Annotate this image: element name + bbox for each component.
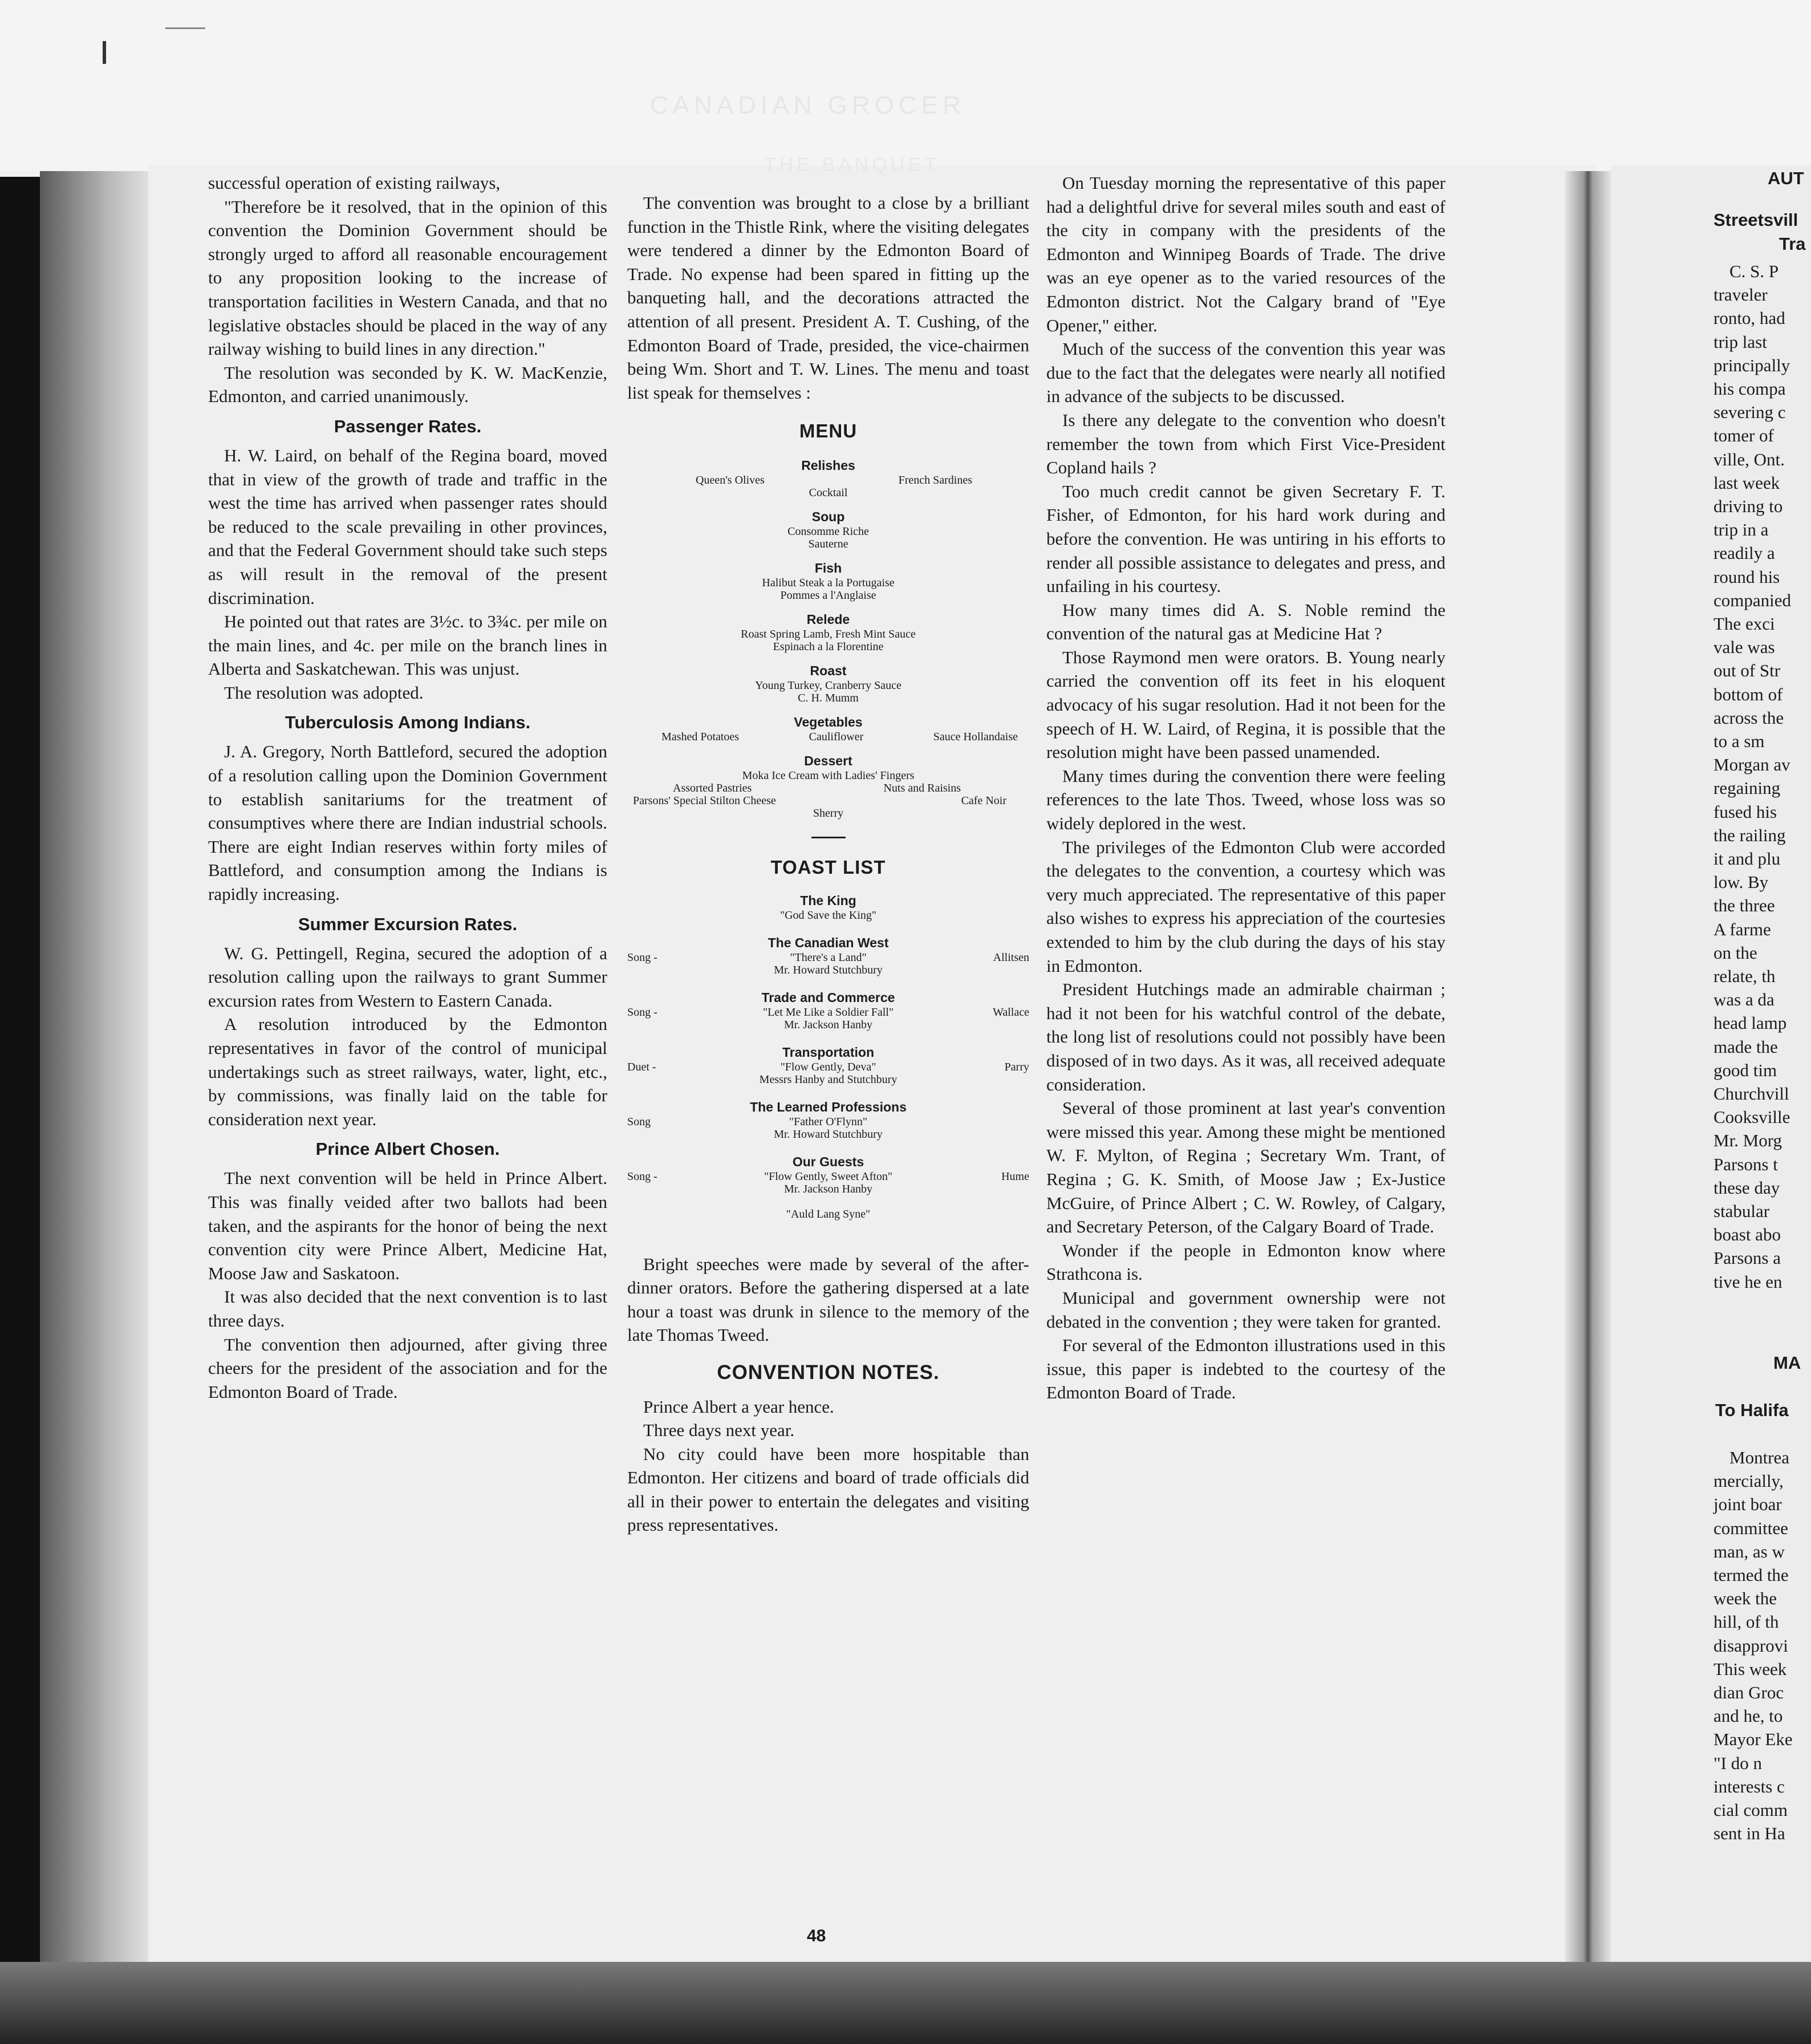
next-page-heading: To Halifa [1715, 1400, 1789, 1420]
next-page-line: bottom of [1713, 684, 1783, 704]
menu-item: Cafe Noir [961, 794, 1006, 807]
column-right [1046, 171, 1445, 1405]
paragraph: Wonder if the people in Edmonton know where Strathcona is. [1046, 1240, 1445, 1284]
menu-item: Halibut Steak a la Portugaise [762, 576, 895, 589]
composer: Wallace [993, 1005, 1029, 1019]
next-page-line: tive he en [1713, 1271, 1782, 1292]
paragraph: He pointed out that rates are 3½c. to 3¾c. per mile on the main lines, and 4c. per mile on the branch lines in Alberta and Saskatchewan. This was unjust. [208, 611, 607, 679]
menu-section: Vegetables [794, 714, 863, 729]
next-page-line: boast abo [1713, 1224, 1781, 1245]
next-page-line: This week [1713, 1658, 1787, 1679]
toast-heading: The King [800, 893, 856, 908]
paragraph: Many times during the convention there were feeling references to the late Thos. Tweed, whose loss was so widely deplored in the west. [1046, 765, 1445, 834]
menu-section: Relishes [801, 457, 855, 473]
paragraph: Too much credit cannot be given Secretary F. T. Fisher, of Edmonton, for his hard work during and before the convention. He was untiring in his efforts to render all possible assistance to delegates and press, and unfailing in his courtesy. [1046, 481, 1445, 597]
next-page-line: trip in a [1713, 520, 1769, 540]
menu-item: Roast Spring Lamb, Fresh Mint Sauce [741, 627, 916, 640]
next-page-line: week the [1713, 1588, 1777, 1609]
menu-item: Cocktail [809, 486, 848, 499]
paragraph: The privileges of the Edmonton Club were accorded the delegates to the convention, a courtesy which was very much appreciated. The representative of this paper also wishes to express his appreciation of the courtesies extended to him by the club during the days of his stay in Edmonton. [1046, 837, 1445, 976]
performer: Mr. Jackson Hanby [784, 1182, 872, 1195]
next-page-line: "I do n [1713, 1753, 1762, 1773]
next-page-line: stabular [1713, 1201, 1770, 1221]
next-page-line: A farme [1713, 919, 1771, 939]
paragraph: On Tuesday morning the representative of this paper had a delightful drive for several miles south and east of the city in company with the presidents of the Edmonton and Winnipeg Boards of Trade. The drive was an eye opener as to the varied resources of the Edmonton district. Not the Calgary brand of "Eye Opener," either. [1046, 173, 1445, 335]
performance-type: Song - [627, 951, 657, 964]
toast-heading: Transportation [782, 1044, 874, 1060]
section-heading: Prince Albert Chosen. [315, 1139, 500, 1159]
paragraph: It was also decided that the next convention is to last three days. [208, 1287, 607, 1331]
paragraph: successful operation of existing railways, [208, 173, 501, 193]
paragraph: Several of those prominent at last year's convention were missed this year. Among these might be mentioned W. F. Mylton, of Regina ; Secretary Wm. Trant, of Regina ; G. K. Smith, of Moose Jaw ; Ex-Justice McGuire, of Prince Albert ; C. W. Rowley, of Calgary, and Secretary Peterson, of the Calgary Board of Trade. [1046, 1098, 1445, 1237]
page-number: 48 [807, 1927, 826, 1945]
paragraph: The convention was brought to a close by a brilliant function in the Thistle Rink, where the visiting delegates were tendered a dinner by the Edmonton Board of Trade. No expense had been spared in fitting up the banqueting hall, and the decorations attracted the attention of all present. President A. T. Cushing, of the Edmonton Board of Trade, presided, the vice-chairmen being Wm. Short and T. W. Lines. The menu and toast list speak for themselves : [627, 193, 1029, 403]
scan-background [0, 0, 1811, 171]
menu-section: Soup [811, 509, 845, 524]
next-page-heading: Tra [1779, 234, 1806, 254]
next-page-line: and he, to [1713, 1706, 1783, 1726]
section-heading: Passenger Rates. [334, 416, 482, 436]
next-page-line: man, as w [1713, 1541, 1785, 1562]
scan-bottom-shadow [0, 1962, 1811, 2044]
next-page-line: committee [1713, 1518, 1788, 1538]
scan-mark [165, 27, 205, 29]
composer: Allitsen [993, 951, 1029, 964]
section-heading: CONVENTION NOTES. [717, 1361, 940, 1384]
next-page-line: trip last [1713, 331, 1767, 352]
next-page-line: hill, of th [1713, 1612, 1779, 1632]
menu-section: Roast [810, 663, 847, 678]
next-page-line: Parsons a [1713, 1248, 1781, 1268]
paragraph: How many times did A. S. Noble remind the convention of the natural gas at Medicine Hat ? [1046, 599, 1445, 644]
composer: Hume [1001, 1170, 1029, 1183]
next-page-line: made the [1713, 1036, 1778, 1057]
next-page-line: across the [1713, 707, 1784, 728]
menu-title: MENU [799, 420, 858, 442]
next-page-line: Montrea [1729, 1447, 1790, 1467]
column-left [208, 171, 607, 1404]
menu-item: Cauliflower [809, 730, 864, 743]
paragraph: The resolution was seconded by K. W. MacKenzie, Edmonton, and carried unanimously. [208, 362, 607, 407]
next-page-line: good tim [1713, 1060, 1777, 1080]
menu-item: Sherry [813, 806, 844, 820]
paragraph: Prince Albert a year hence. [643, 1396, 834, 1417]
next-page-line: relate, th [1713, 966, 1776, 986]
next-page-line: regaining [1713, 778, 1781, 798]
performer: Mr. Howard Stutchbury [774, 1128, 883, 1141]
next-page-line: Cooksville [1713, 1107, 1790, 1128]
menu-item: Parsons' Special Stilton Cheese [633, 794, 776, 807]
paragraph: The convention then adjourned, after giving three cheers for the president of the association and for the Edmonton Board of Trade. [208, 1334, 607, 1402]
paragraph: No city could have been more hospitable than Edmonton. Her citizens and board of trade officials did all in their power to entertain the delegates and visiting press representatives. [627, 1443, 1029, 1535]
paragraph: W. G. Pettingell, Regina, secured the adoption of a resolution calling upon the railways to grant Summer excursion rates from Western to Eastern Canada. [208, 943, 607, 1011]
paragraph: Bright speeches were made by several of the after-dinner orators. Before the gathering dispersed at a late hour a toast was drunk in silence to the memory of the late Thomas Tweed. [627, 1254, 1029, 1345]
performance-type: Song - [627, 1170, 657, 1183]
next-page-line: vale was [1713, 637, 1775, 658]
composer: Parry [1004, 1060, 1029, 1073]
next-page-line: the three [1713, 895, 1775, 916]
paragraph: Much of the success of the convention this year was due to the fact that the delegates were nearly all notified in advance of the subjects to be discussed. [1046, 339, 1445, 407]
divider [811, 837, 846, 838]
column-middle [627, 191, 1029, 1537]
menu-item: Assorted Pastries [673, 781, 752, 794]
next-page-line: disapprovi [1713, 1635, 1788, 1656]
page-gutter [1565, 171, 1611, 1973]
menu-item: Young Turkey, Cranberry Sauce [755, 679, 902, 692]
paragraph: Three days next year. [643, 1420, 795, 1441]
paragraph: "Therefore be it resolved, that in the opinion of this convention the Dominion Government should be strongly urged to afford all reasonable encouragement to any proposition looking to the increase of transportation facilities in Western Canada, and that no legislative obstacles should be placed in the way of any railway wishing to build lines in any direction." [208, 196, 607, 359]
toast-song: "Father O'Flynn" [789, 1115, 868, 1128]
next-page-line: fused his [1713, 801, 1777, 822]
next-page-line: dian Groc [1713, 1682, 1784, 1702]
menu-item: Queen's Olives [696, 473, 765, 486]
toast-song: "Auld Lang Syne" [786, 1207, 871, 1220]
binding-shadow [0, 177, 40, 1973]
next-page-line: The exci [1713, 614, 1775, 634]
toast-song: "There's a Land" [790, 951, 867, 964]
performer: Mr. Jackson Hanby [784, 1018, 872, 1031]
next-page-line: ronto, had [1713, 308, 1785, 328]
menu-item: Moka Ice Cream with Ladies' Fingers [742, 769, 915, 782]
section-heading: Tuberculosis Among Indians. [285, 712, 531, 733]
next-page-line: termed the [1713, 1565, 1789, 1585]
composer [949, 1116, 1029, 1128]
next-page-line: joint boar [1713, 1494, 1782, 1515]
next-page-line: low. By [1713, 872, 1769, 893]
menu-item: French Sardines [898, 473, 972, 486]
next-page-line: to a sm [1713, 731, 1765, 751]
menu-item: Nuts and Raisins [883, 781, 961, 794]
menu-item: Consomme Riche [787, 525, 869, 538]
toast-song: "Flow Gently, Sweet Afton" [764, 1170, 893, 1183]
next-page-line: C. S. P [1729, 261, 1779, 281]
toast-song: "Let Me Like a Soldier Fall" [762, 1005, 894, 1019]
performer: Mr. Howard Stutchbury [774, 963, 883, 976]
next-page-line: ville, Ont. [1713, 449, 1785, 469]
next-page-heading: MA [1773, 1353, 1801, 1373]
toast-song: "Flow Gently, Deva" [780, 1060, 876, 1073]
toast-heading: Trade and Commerce [761, 989, 895, 1005]
next-page-line: Mr. Morg [1713, 1130, 1782, 1151]
toast-song: "God Save the King" [779, 909, 877, 922]
scan-mark [103, 41, 106, 64]
next-page-line: last week [1713, 472, 1780, 493]
banquet-menu [627, 419, 1029, 879]
next-page-line: it and plu [1713, 849, 1781, 869]
next-page-line: was a da [1713, 989, 1775, 1010]
next-page-line: round his [1713, 566, 1780, 587]
next-page-heading: AUT [1768, 168, 1804, 188]
next-page-line: his compa [1713, 379, 1786, 399]
next-page-line: principally [1713, 355, 1790, 375]
section-heading: Summer Excursion Rates. [298, 914, 518, 934]
next-page-line: readily a [1713, 543, 1775, 563]
menu-item: C. H. Mumm [798, 691, 859, 704]
performance-type: Song [627, 1115, 651, 1128]
paragraph: The next convention will be held in Prince Albert. This was finally veided after two ballots had been taken, and the aspirants for the honor of being the next convention city were Prince Albert, Medicine Hat, Moose Jaw and Saskatoon. [208, 1168, 607, 1283]
menu-item: Pommes a l'Anglaise [780, 589, 876, 602]
next-page-line: Parsons t [1713, 1154, 1778, 1174]
paragraph: Municipal and government ownership were not debated in the convention ; they were taken for granted. [1046, 1287, 1445, 1332]
menu-section: Relede [806, 611, 850, 627]
paragraph: A resolution introduced by the Edmonton representatives in favor of the control of municipal undertakings such as street railways, water, light, etc., by commissions, was finally laid on the table for consideration next year. [208, 1014, 607, 1129]
next-page-line: head lamp [1713, 1013, 1787, 1033]
paragraph: President Hutchings made an admirable chairman ; had it not been for his watchful control of the debate, the long list of resolutions could not possibly have been disposed of in two days. As it was, all received adequate consideration. [1046, 979, 1445, 1094]
performance-type: Duet - [627, 1060, 656, 1073]
next-page-line: mercially, [1713, 1471, 1784, 1491]
menu-item: Espinach a la Florentine [773, 640, 884, 653]
ghost-subheader: THE BANQUET [764, 154, 940, 176]
page-edge [40, 171, 154, 1968]
next-page-line: traveler [1713, 285, 1768, 305]
toast-list-title: TOAST LIST [770, 856, 886, 878]
menu-item: Sauce Hollandaise [933, 730, 1018, 743]
next-page-line: severing c [1713, 402, 1786, 423]
next-page-line: companied [1713, 590, 1792, 610]
next-page-line: cial comm [1713, 1800, 1788, 1820]
ghost-header: CANADIAN GROCER [650, 91, 965, 119]
performer: Messrs Hanby and Stutchbury [759, 1073, 898, 1086]
next-page-line: these day [1713, 1177, 1780, 1198]
toast-heading: The Learned Professions [750, 1099, 907, 1114]
menu-section: Dessert [804, 753, 852, 768]
next-page-line: out of Str [1713, 660, 1781, 681]
next-page-heading: Streetsvill [1713, 210, 1798, 230]
next-page-line: Churchvill [1713, 1084, 1789, 1104]
next-page-line: the railing [1713, 825, 1786, 845]
next-page-line: Morgan av [1713, 755, 1790, 775]
next-page-line: sent in Ha [1713, 1823, 1785, 1844]
next-page-line: on the [1713, 942, 1757, 963]
performance-type: Song - [627, 1005, 657, 1019]
next-page-line: driving to [1713, 496, 1783, 516]
paragraph: Is there any delegate to the convention who doesn't remember the town from which First Vice-President Copland hails ? [1046, 409, 1445, 478]
paragraph: Those Raymond men were orators. B. Young nearly carried the convention off its feet in his eloquent advocacy of his sugar resolution. Had it not been for the speech of H. W. Laird, of Regina, it is possible that the resolution might have been passed unamended. [1046, 647, 1445, 763]
menu-item: Sauterne [808, 537, 848, 550]
toast-heading: The Canadian West [768, 935, 889, 950]
paragraph: The resolution was adopted. [224, 682, 424, 703]
next-page-line: interests c [1713, 1776, 1785, 1796]
next-page-line: Mayor Eke [1713, 1729, 1793, 1750]
menu-item: Mashed Potatoes [661, 730, 740, 743]
paragraph: H. W. Laird, on behalf of the Regina board, moved that in view of the growth of trade and traffic in the west the time has arrived when passenger rates should be reduced to the scale prevailing in other provinces, and that the Federal Government should take such steps as will result in the removal of the present discrimination. [208, 445, 607, 608]
next-page-line: tomer of [1713, 425, 1774, 446]
toast-heading: Our Guests [792, 1154, 864, 1169]
paragraph: For several of the Edmonton illustrations used in this issue, this paper is indebted to the courtesy of the Edmonton Board of Trade. [1046, 1335, 1445, 1403]
menu-section: Fish [814, 560, 842, 575]
paragraph: J. A. Gregory, North Battleford, secured the adoption of a resolution calling upon the Dominion Government to establish sanitariums for the treatment of consumptives where there are Indian industrial schools. There are eight Indian reserves within forty miles of Battleford, and consumption among the Indians is rapidly increasing. [208, 741, 607, 905]
toast-list [627, 892, 1029, 1220]
